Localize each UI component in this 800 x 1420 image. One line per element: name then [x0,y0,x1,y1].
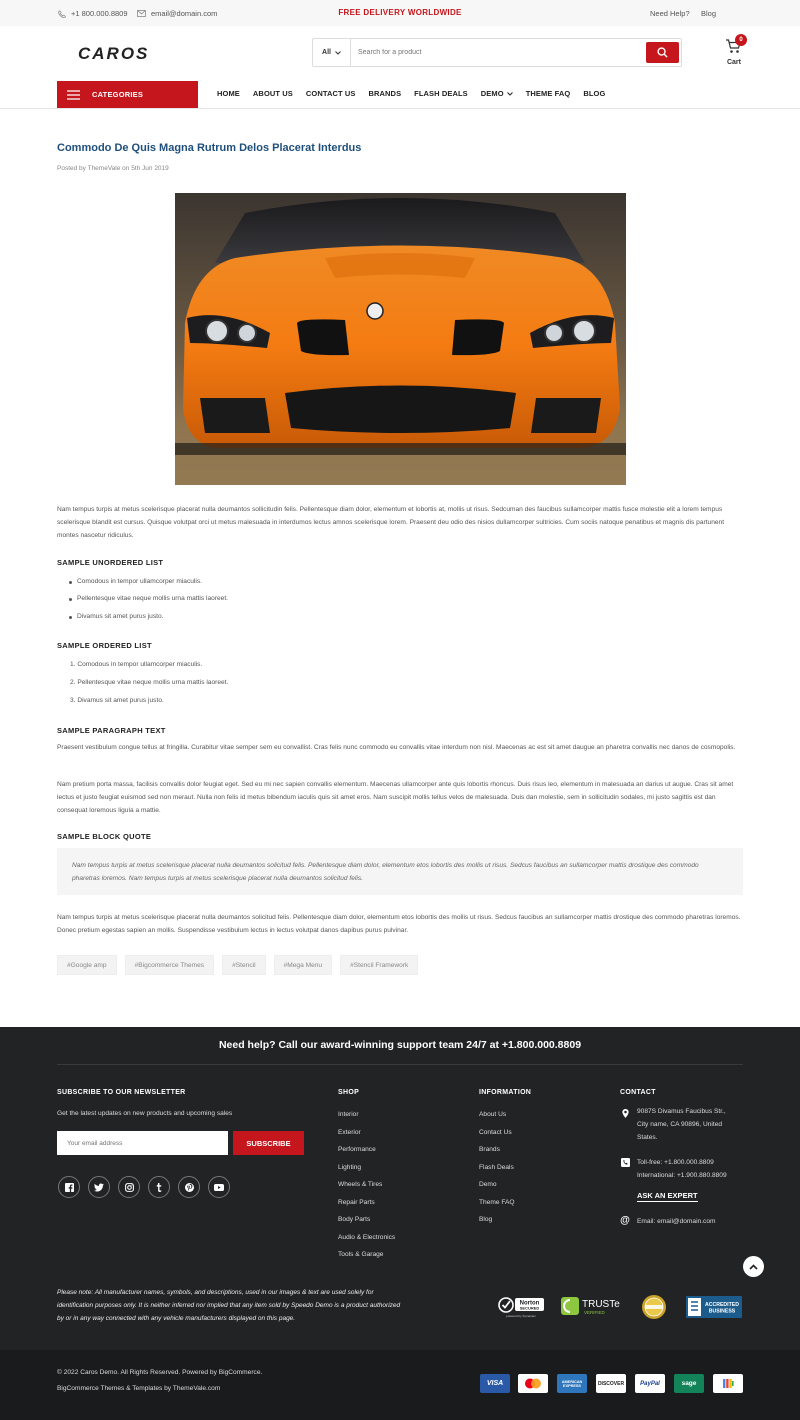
address-line: States. [637,1134,658,1141]
nav-theme-faq[interactable]: THEME FAQ [525,89,571,98]
at-sign-icon: @ [620,1215,630,1226]
newsletter-text: Get the latest updates on new products and upcoming sales [57,1110,233,1117]
truste-badge-sub: VERIFIED [584,1310,605,1315]
shop-link-performance[interactable]: Performance [338,1146,376,1153]
support-banner: Need help? Call our award-winning support team 24/7 at +1.800.000.8809 [218,1039,582,1051]
email-text: email@domain.com [151,9,218,18]
shop-heading: SHOP [338,1089,360,1096]
tumblr-icon[interactable] [148,1176,170,1198]
shop-link-tools[interactable]: Tools & Garage [338,1251,384,1258]
search-icon [657,47,668,58]
shop-link-interior[interactable]: Interior [338,1111,359,1118]
address-line: 9087S Divamus Faucibus Str., [637,1108,726,1115]
block-quote [57,848,743,895]
info-link-brands[interactable]: Brands [479,1146,500,1153]
main-nav [217,89,618,98]
contact-email: Email: email@domain.com [637,1218,716,1225]
shop-link-lighting[interactable]: Lighting [338,1164,362,1171]
tag-list [57,955,418,975]
nav-contact-us[interactable]: CONTACT US [305,89,356,98]
info-link-flash-deals[interactable]: Flash Deals [479,1164,514,1171]
international-number: International: +1.900.880.8809 [637,1172,727,1179]
credits-text: BigCommerce Themes & Templates by ThemeVale.com [57,1385,221,1392]
top-bar [0,0,800,26]
sage-pay-icon: sage [674,1374,704,1393]
amex-card-icon: AMERICAN EXPRESS [557,1374,587,1393]
hamburger-icon [67,90,80,100]
promo-text: FREE DELIVERY WORLDWIDE [338,8,462,17]
tag-google-amp[interactable]: #Google amp [57,955,117,975]
shop-link-audio[interactable]: Audio & Electronics [338,1234,396,1241]
ol-heading: SAMPLE ORDERED LIST [57,641,152,650]
tag-stencil[interactable]: #Stencil [222,955,265,975]
discover-card-icon: DISCOVER [596,1374,626,1393]
nav-flash-deals[interactable]: FLASH DEALS [414,89,468,98]
nav-blog[interactable]: BLOG [583,89,606,98]
contact-address [637,1105,726,1144]
contact-heading: CONTACT [620,1089,656,1096]
shop-link-repair-parts[interactable]: Repair Parts [338,1199,375,1206]
ask-expert-link[interactable]: ASK AN EXPERT [637,1191,698,1200]
norton-badge-sub: SECURED [519,1305,540,1311]
article-intro: Nam tempus turpis at metus scelerisque placerat nulla deumantos sollicitudin felis. Pellentesque diam dolor, elementum et lobortis at, mollis ut risus. Sedcuman des faucibus sullamcorper mattis fusce molestie elit a lorem tempus scelerisque blandit est cursus. Quisque volutpat orci ut metus malesuada in interdumos lectus amnos scelerisque lorem. Praesent deu odio des nisios dullamcorper sultricies. Cum sociis natoque penatibus et magnis dis partunent montes nascetur ridiculus. [57,506,725,539]
search-button[interactable] [646,42,679,63]
block-quote-text: Nam tempus turpis at metus scelerisque placerat nulla deumantos solicitud felis. Pellentesque diam dolor, elementum etos lobortis des mollis ut risus. Sedcus faucibus an sullamcorper mattis drostique des commodo pharetras loremos. Nam tempus turpis at metus scelerisque placerat nulla deumantos solicitud felis. [72,862,699,882]
article-title: Commodo De Quis Magna Rutrum Delos Placerat Interdus [57,142,362,154]
info-link-about[interactable]: About Us [479,1111,507,1118]
cart-count-badge: 0 [735,34,747,46]
newsletter-email-input[interactable] [57,1131,228,1155]
chevron-down-icon [335,51,341,55]
instagram-icon[interactable] [118,1176,140,1198]
nav-demo[interactable] [481,89,513,98]
nav-home[interactable]: HOME [217,89,240,98]
ul-item: Comodous in tempor ullamcorper miaculis. [77,578,202,585]
article-meta: Posted by ThemeVale on 5th Jun 2019 [57,165,169,172]
nav-about-us[interactable]: ABOUT US [252,89,293,98]
pinterest-icon[interactable] [178,1176,200,1198]
tollfree-number: Toll-free: +1.800.000.8809 [637,1159,714,1166]
facebook-icon[interactable] [58,1176,80,1198]
need-help-link[interactable]: Need Help? [650,9,690,18]
twitter-icon[interactable] [88,1176,110,1198]
truste-badge-name: TRUSTe [582,1299,620,1310]
mastercard-icon [518,1374,548,1393]
search-category-label: All [322,49,331,56]
paragraph-1: Praesent vestibulum congue tellus at fringilla. Curabitur vitae semper sem eu convallist. Cras felis nunc commodo eu convallis vitae interdum non nisl. Maecenas ac est sit amet daugue an pharetra convallis nec danos de cosmopolis. [57,744,736,751]
info-heading: INFORMATION [479,1089,532,1096]
tag-stencil-framework[interactable]: #Stencil Framework [340,955,418,975]
categories-label: CATEGORIES [92,90,144,99]
tag-bigcommerce-themes[interactable]: #Bigcommerce Themes [125,955,215,975]
ul-item: Divamus sit amet purus justo. [77,613,164,620]
back-to-top-button[interactable] [743,1256,764,1277]
ol-item: 3. Divamus sit amet purus justo. [70,697,164,704]
chevron-down-icon [507,92,513,96]
quote-heading: SAMPLE BLOCK QUOTE [57,832,152,841]
visa-card-icon: VISA [480,1374,510,1393]
search-category-select[interactable] [313,39,351,66]
search-input[interactable] [353,39,643,66]
nav-brands[interactable]: BRANDS [368,89,402,98]
info-link-theme-faq[interactable]: Theme FAQ [479,1199,515,1206]
top-blog-link[interactable]: Blog [701,9,717,18]
newsletter-heading: SUBSCRIBE TO OUR NEWSLETTER [57,1089,186,1096]
ul-heading: SAMPLE UNORDERED LIST [57,558,164,567]
site-logo[interactable]: CAROS [78,44,150,63]
ol-item: 1. Comodous in tempor ullamcorper miaculis. [70,661,203,668]
ul-item: Pellentesque vitae neque mollis urna mattis laoreet. [77,595,229,602]
paypal-icon: PayPal [635,1374,665,1393]
categories-button[interactable] [57,81,198,108]
footer-divider [57,1064,743,1065]
cart-label: Cart [726,59,741,66]
norton-secured-badge [497,1295,545,1319]
article-hero-image [175,193,626,485]
authorize-seal-badge [639,1295,669,1319]
bbb-accredited-badge [686,1295,742,1319]
nav-divider [0,108,800,109]
contact-phones [637,1156,727,1182]
google-wallet-icon [713,1374,743,1393]
norton-badge-name: Norton [519,1300,540,1307]
address-line: City name, CA 90896, United [637,1121,723,1128]
shop-link-exterior[interactable]: Exterior [338,1129,361,1136]
subscribe-button[interactable]: SUBSCRIBE [233,1131,304,1155]
manufacturer-note: Please note: All manufacturer names, symbols, and descriptions, used in our images & text are used solely for identification purposes only. It is neither inferred nor implied that any item sold by Speedo Demo is a product authorized by or in any way connected with any vehicle manufacturers displayed on this page. [57,1289,401,1322]
shop-link-wheels[interactable]: Wheels & Tires [338,1181,383,1188]
location-pin-icon [620,1108,630,1118]
search-bar [312,38,682,67]
info-link-blog[interactable]: Blog [479,1216,493,1223]
paragraph-2: Nam pretium porta massa, facilisis convallis dolor feugiat eget. Sed eu mi nec sapien convallis elementum. Maecenas ullamcorper ante quis lobortis rhoncus. Duis risus leo, elementum in malesuada an darius ut augue. Cras sit amet lectus et justo feugiat euismod sed non meraut. Nulla non felis id metus bibendum iaculis quis sit amet eros. Nam suscipit mollis tellus velos de malesuada. Duis dan molestie, sem in sollicitudin sodales, mi justo sagittis est dan consequat loremous ligula a mattie. [57,781,734,814]
info-link-contact[interactable]: Contact Us [479,1129,512,1136]
info-link-demo[interactable]: Demo [479,1181,497,1188]
phone-icon [620,1157,630,1167]
ol-item: 2. Pellentesque vitae neque mollis urna mattis laoreet. [70,679,229,686]
norton-badge-powered: powered by Symantec [506,1314,536,1318]
nav-demo-label: DEMO [480,89,504,98]
bottom-bar [0,1350,800,1420]
footer [0,1027,800,1350]
cart-button[interactable] [722,34,746,70]
tag-mega-menu[interactable]: #Mega Menu [274,955,333,975]
copyright-text: © 2022 Caros Demo. All Rights Reserved. Powered by BigCommerce. [57,1369,263,1376]
chevron-up-icon [749,1264,758,1270]
paragraph-heading: SAMPLE PARAGRAPH TEXT [57,726,166,735]
phone-text: +1 800.000.8809 [71,9,128,18]
bbb-badge-sub: BUSINESS [708,1308,736,1315]
bbb-badge-name: ACCREDITED [704,1302,740,1308]
youtube-icon[interactable] [208,1176,230,1198]
article-outro: Nam tempus turpis at metus scelerisque placerat nulla deumantos solicitud felis. Pellentesque diam dolor, elementum etos lobortis des mollis ut risus. Sedcus faucibus an sullamcorper mattis drostique des commodo pharetras loremos. Donec pretium egestas sapien an mollis. Suspendisse vestibulum lectus in lectus volutpat danos dapibus purus pulvinar. [57,914,741,934]
truste-badge [560,1295,622,1319]
shop-link-body-parts[interactable]: Body Parts [338,1216,371,1223]
